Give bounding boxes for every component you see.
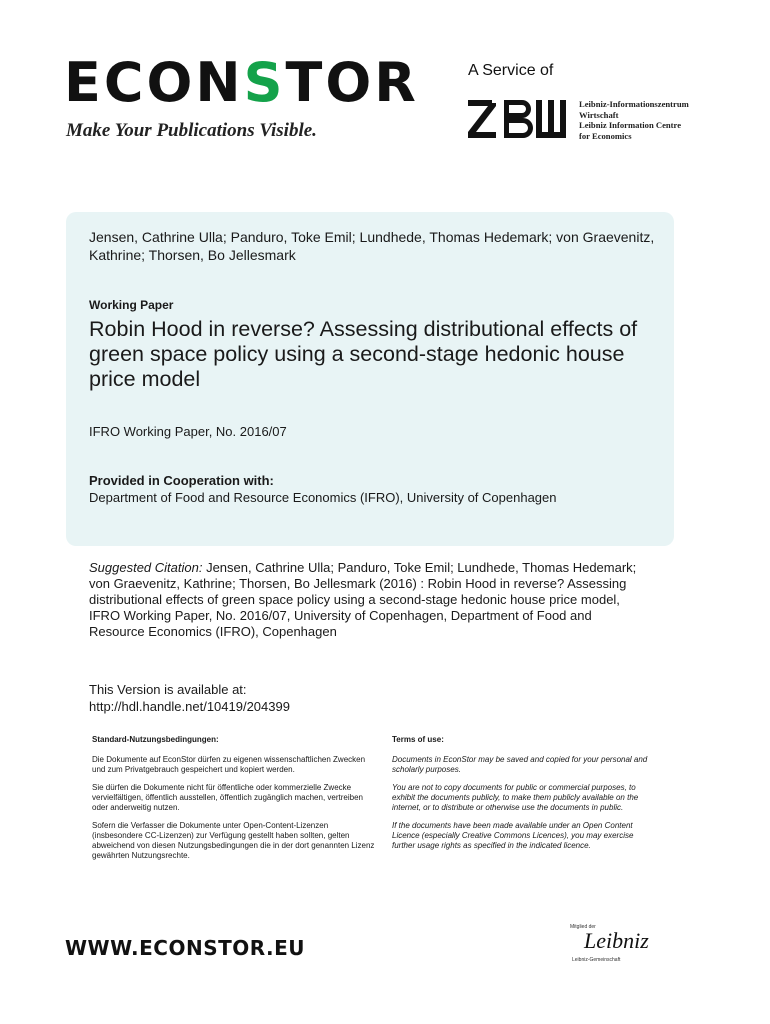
leibniz-gemeinschaft-label: Leibniz-Gemeinschaft [572,957,621,963]
terms-de-paragraph: Die Dokumente auf EconStor dürfen zu eigenen wissenschaftlichen Zwecken und zum Privatgebrauch gespeichert und kopiert werden. [92,755,366,774]
paper-title: Robin Hood in reverse? Assessing distributional effects of green space policy using a second-stage hedonic house price model [89,317,638,391]
zbw-line: Leibniz-Informationszentrum [579,99,689,109]
terms-en-paragraph: Documents in EconStor may be saved and copied for your personal and scholarly purposes. [392,755,648,774]
citation-text: Jensen, Cathrine Ulla; Panduro, Toke Emil; Lundhede, Thomas Hedemark; von Graevenitz, Kathrine; Thorsen, Bo Jellesmark (2016) : Robin Hood in reverse? Assessing distributional effects of green space policy using a second-stage hedonic house price model, IFRO Working Paper, No. 2016/07, University of Copenhagen, Department of Food and Resource Economics (IFRO), Copenhagen [89,560,637,639]
service-label: A Service of [468,62,554,79]
document-type: Working Paper [89,298,174,312]
terms-en-paragraph: You are not to copy documents for public or commercial purposes, to exhibit the documents publicly, to make them publicly available on the internet, or to distribute or otherwise use the documents in public. [392,783,639,812]
terms-en-heading: Terms of use: [392,735,444,744]
tagline: Make Your Publications Visible. [66,120,317,141]
zbw-line: for Economics [579,130,632,141]
authors: Jensen, Cathrine Ulla; Panduro, Toke Emil; Lundhede, Thomas Hedemark; von Graevenitz, Kathrine; Thorsen, Bo Jellesmark [89,229,655,263]
provided-institution: Department of Food and Resource Economics (IFRO), University of Copenhagen [89,490,557,505]
series-info: IFRO Working Paper, No. 2016/07 [89,424,287,439]
zbw-institution-name [579,99,689,141]
terms-en-paragraph: If the documents have been made available under an Open Content Licence (especially Creative Commons Licences), you may exercise further usage rights as specified in the indicated licence. [392,821,634,850]
zbw-logo [468,98,568,140]
version-label: This Version is available at: [89,682,247,697]
terms-de [92,755,377,869]
leibniz-logo: Leibniz [584,928,649,953]
leibniz-member-label: Mitglied der [570,924,596,930]
terms-de-paragraph: Sie dürfen die Dokumente nicht für öffentliche oder kommerzielle Zwecke vervielfältigen, öffentlich ausstellen, öffentlich zugänglich machen, vertreiben oder anderweitig nutzen. [92,783,363,812]
terms-de-heading: Standard-Nutzungsbedingungen: [92,735,219,744]
handle-link[interactable]: http://hdl.handle.net/10419/204399 [89,699,290,714]
suggested-citation [89,560,649,640]
econstor-url[interactable]: WWW.ECONSTOR.EU [65,936,306,960]
terms-en [392,755,652,859]
zbw-line: Leibniz Information Centre [579,120,682,130]
citation-label: Suggested Citation: [89,560,203,575]
provided-label: Provided in Cooperation with: [89,473,274,488]
zbw-line: Wirtschaft [579,109,619,120]
econstor-logo: ECONSTOR [64,51,419,114]
terms-de-paragraph: Sofern die Verfasser die Dokumente unter Open-Content-Lizenzen (insbesondere CC-Lizenzen) zur Verfügung gestellt haben sollten, gelten abweichend von diesen Nutzungsbedingungen die in der dort genannten Lizenz gewährten Nutzungsrechte. [92,821,375,860]
